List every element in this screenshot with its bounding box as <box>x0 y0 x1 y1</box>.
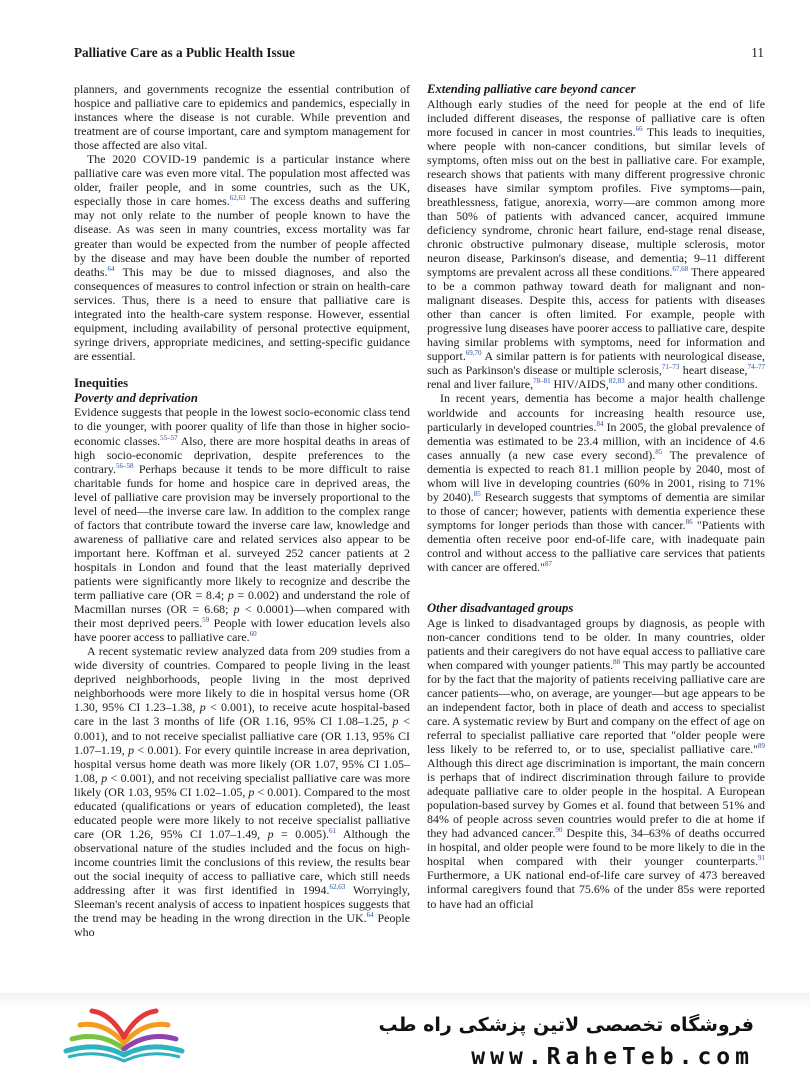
paragraph-dementia: In recent years, dementia has become a major health challenge worldwide and accounts for increasing health resource use, particularly in developed countries.$^{84}$ In 2005, the global prevalence of dementia was estimated to be 23.4 million, with an incidence of 4.6 cases annually (a new case every second).$^{85}$ The prevalence of dementia is expected to reach 81.1 million people by 2040, most of whom will live in developing countries (60% in 2001, rising to 71% by 2040).$^{85}$ Research suggests that symptoms of dementia are similar to those of cancer; however, patients with dementia experience these symptoms for longer periods than those with cancer.$^{86}$ "Patients with dementia often receive poor end-of-life care, with inadequate pain control and without access to the palliative care services that patients with cancer are offered."$^{87}$ <box>427 391 765 575</box>
citation-ref[interactable]: 89 <box>758 742 765 751</box>
citation-ref[interactable]: 55–57 <box>160 433 178 442</box>
subheading-other-groups: Other disadvantaged groups <box>427 601 574 616</box>
citation-ref[interactable]: 78–81 <box>533 377 551 386</box>
citation-ref[interactable]: 90 <box>555 826 563 835</box>
citation-ref[interactable]: 85 <box>655 447 663 456</box>
citation-ref[interactable]: 69,70 <box>465 349 482 358</box>
watermark-store-name: فروشگاه تخصصی لاتین پزشکی راه طب <box>378 1014 754 1036</box>
citation-ref[interactable]: 67,68 <box>672 265 689 274</box>
citation-ref[interactable]: 64 <box>366 911 374 920</box>
citation-ref[interactable]: 59 <box>202 616 210 625</box>
citation-ref[interactable]: 60 <box>249 630 257 639</box>
citation-ref[interactable]: 64 <box>107 264 115 273</box>
paragraph-covid: The 2020 COVID-19 pandemic is a particular instance where palliative care was even more vital. The population most affected was older, frailer people, and in some countries, such as the UK, especially those in care homes.$^{62,63}$ The excess deaths and suffering may not only relate to the number of people known to have the disease. As was seen in many countries, excess mortality was far greater than would be expected from the number of people affected by the disease and may have been double the number of reported deaths.$^{64}$ This may be due to missed diagnoses, and also the consequences of measures to control infection or strain on health-care services. Thus, there is a need to ensure that palliative care is integrated into the health-care system response. However, essential equipment, including availability of personal protective equipment, syringe drivers, appropriate medicines, and setting-specific guidance are essential. <box>74 152 411 363</box>
subheading-poverty: Poverty and deprivation <box>74 390 198 405</box>
watermark-url[interactable]: www.RaheTeb.com <box>471 1044 754 1070</box>
paragraph-continuation: planners, and governments recognize the essential contribution of hospice and palliative care to epidemics and pandemics, especially in instances where the disease is not curable. While prevention and treatment are of course important, care and symptom management for those affected are also vital. <box>74 82 410 153</box>
citation-ref[interactable]: 87 <box>545 560 552 569</box>
citation-ref[interactable]: 62,63 <box>329 883 346 892</box>
running-title: Palliative Care as a Public Health Issue <box>74 45 296 60</box>
citation-ref[interactable]: 71–73 <box>661 363 680 372</box>
page-header <box>74 45 764 65</box>
left-column <box>74 82 410 939</box>
paragraph-systematic-review: A recent systematic review analyzed data from 209 studies from a wide diversity of countries. Compared to people living in the least deprived neighborhoods, people living in the most deprived neighborhoods were more likely to die in hospital versus home (OR 1.30, 95% CI 1.23–1.38, p < 0.001), to receive acute hospital-based care in the last 3 months of life (OR 1.16, 95% CI 1.08–1.25, p < 0.001), and to not receive specialist palliative care (OR 1.13, 95% CI 1.07–1.19, p < 0.001). For every quintile increase in area deprivation, hospital versus home death was more likely (OR 1.07, 95% CI 1.05–1.08, p < 0.001), and not receiving specialist palliative care was more likely (OR 1.03, 95% CI 1.02–1.05, p < 0.001). Compared to the most educated (qualifications or years of education completed), the least educated people were more likely to not receive specialist palliative care (OR 1.26, 95% CI 1.07–1.49, p = 0.005).$^{61}$ Although the observational nature of the studies included and the focus on high-income countries limit the conclusions of this review, the results bear out the social inequity of access to palliative care, which still needs addressing after it was first identified in 1994.$^{62,63}$ Worryingly, Sleeman's recent analysis of access to inpatient hospices suggests that the trend may be heading in the wrong direction in the UK.$^{64}$ People who <box>74 644 411 940</box>
citation-ref[interactable]: 56–58 <box>115 461 134 470</box>
citation-ref[interactable]: 88 <box>613 657 621 666</box>
paragraph-beyond-cancer: Although early studies of the need for people at the end of life included different diseases, the response of palliative care is often more focused in cancer in most countries.$^{66}$ This leads to inequities, where people with non-cancer conditions, but similar levels of symptoms, often miss out on the best in palliative care. For example, research shows that patients with many different progressive chronic diseases have similar symptom profiles. Five symptoms—pain, breathlessness, fatigue, anorexia, worry—are common among more than 50% of patients with advanced cancer, acquired immune deficiency syndrome, chronic heart failure, end-stage renal disease, chronic obstructive pulmonary disease, multiple sclerosis, motor neuron disease, Parkinson's disease, and dementia; 9–11 different symptoms are prevalent across all these conditions.$^{67,68}$ There appeared to be a common pathway toward death for malignant and non-malignant diseases. Despite this, access for patients with diseases other than cancer is often limited. For example, people with progressive lung diseases have poorer access to palliative care, despite having similar problems with symptoms, need for information and support.$^{69,70}$ A similar pattern is for patients with neurological disease, such as Parkinson's disease or multiple sclerosis,$^{71-73}$ heart disease,$^{74-77}$ renal and liver failure,$^{78-81}$ HIV/AIDS,$^{82,83}$ and many other conditions. <box>427 96 765 392</box>
citation-ref[interactable]: 61 <box>329 826 337 835</box>
citation-ref[interactable]: 66 <box>635 124 643 133</box>
citation-ref[interactable]: 85 <box>473 489 481 498</box>
subheading-extending: Extending palliative care beyond cancer <box>427 82 636 96</box>
citation-ref[interactable]: 86 <box>685 517 693 526</box>
paragraph-age: Age is linked to disadvantaged groups by diagnosis, as people with non-cancer conditions tend to be older. In many countries, older patients and their caregivers do not have equal access to palliative care when compared with younger patients.$^{88}$ This may partly be accounted for by the fact that the majority of patients receiving palliative care are cancer patients—who, on average, are younger—but age appears to be an independent factor, both in place of death and access to specialist care. A systematic review by Burt and company on the effect of age on referral to specialist palliative care reported that "older people were less likely to be referred to, or to use, specialist palliative care."$^{89}$ Although this direct age discrimination is important, the main concern is perhaps that of indirect discrimination through failure to provide adequate palliative care to older people in the hospital. A European population-based survey by Gomes et al. found that between 51% and 84% of people across seven countries would prefer to die at home if they had advanced cancer.$^{90}$ Despite this, 34–63% of deaths occurred in hospital, and older people were found to be more likely to die in the hospital when compared with their younger counterparts.$^{91}$ Furthermore, a UK national end-of-life care survey of 473 bereaved informal caregivers found that 75.6% of the under 85s were reported to have had an official <box>427 615 766 911</box>
open-book-logo-icon <box>58 1005 190 1065</box>
right-column <box>427 82 765 911</box>
paragraph-poverty: Evidence suggests that people in the lowest socio-economic class tend to die younger, with poorer quality of life than those in higher socio-economic classes.$^{55-57}$ Also, there are more hospital deaths in areas of high socio-economic deprivation, despite preferences to the contrary.$^{56-58}$ Perhaps because it tends to be more difficult to raise charitable funds for home and hospice care in deprived areas, the level of palliative care provision may be inversely proportional to the level of need—the inverse care law. In addition to the complex range of factors that contribute toward the inverse care law, knowledge and awareness of palliative care and related services also appear to be important here. Koffman et al. surveyed 252 cancer patients at 2 hospitals in London and found that the least materially deprived patients were significantly more likely to recognize and describe the term palliative care (OR = 8.4; p = 0.002) and understand the role of Macmillan nurses (OR = 6.68; p < 0.0001)—when compared with their most deprived peers.$^{59}$ People with lower education levels also have poorer access to palliative care.$^{60}$ <box>74 405 411 645</box>
citation-ref[interactable]: 74–77 <box>747 363 765 372</box>
citation-ref[interactable]: 82,83 <box>608 377 625 386</box>
page-number: 11 <box>751 45 764 60</box>
citation-ref[interactable]: 84 <box>596 419 604 428</box>
citation-ref[interactable]: 62,63 <box>229 194 246 203</box>
citation-ref[interactable]: 91 <box>758 854 765 863</box>
section-heading-inequities: Inequities <box>74 375 129 390</box>
